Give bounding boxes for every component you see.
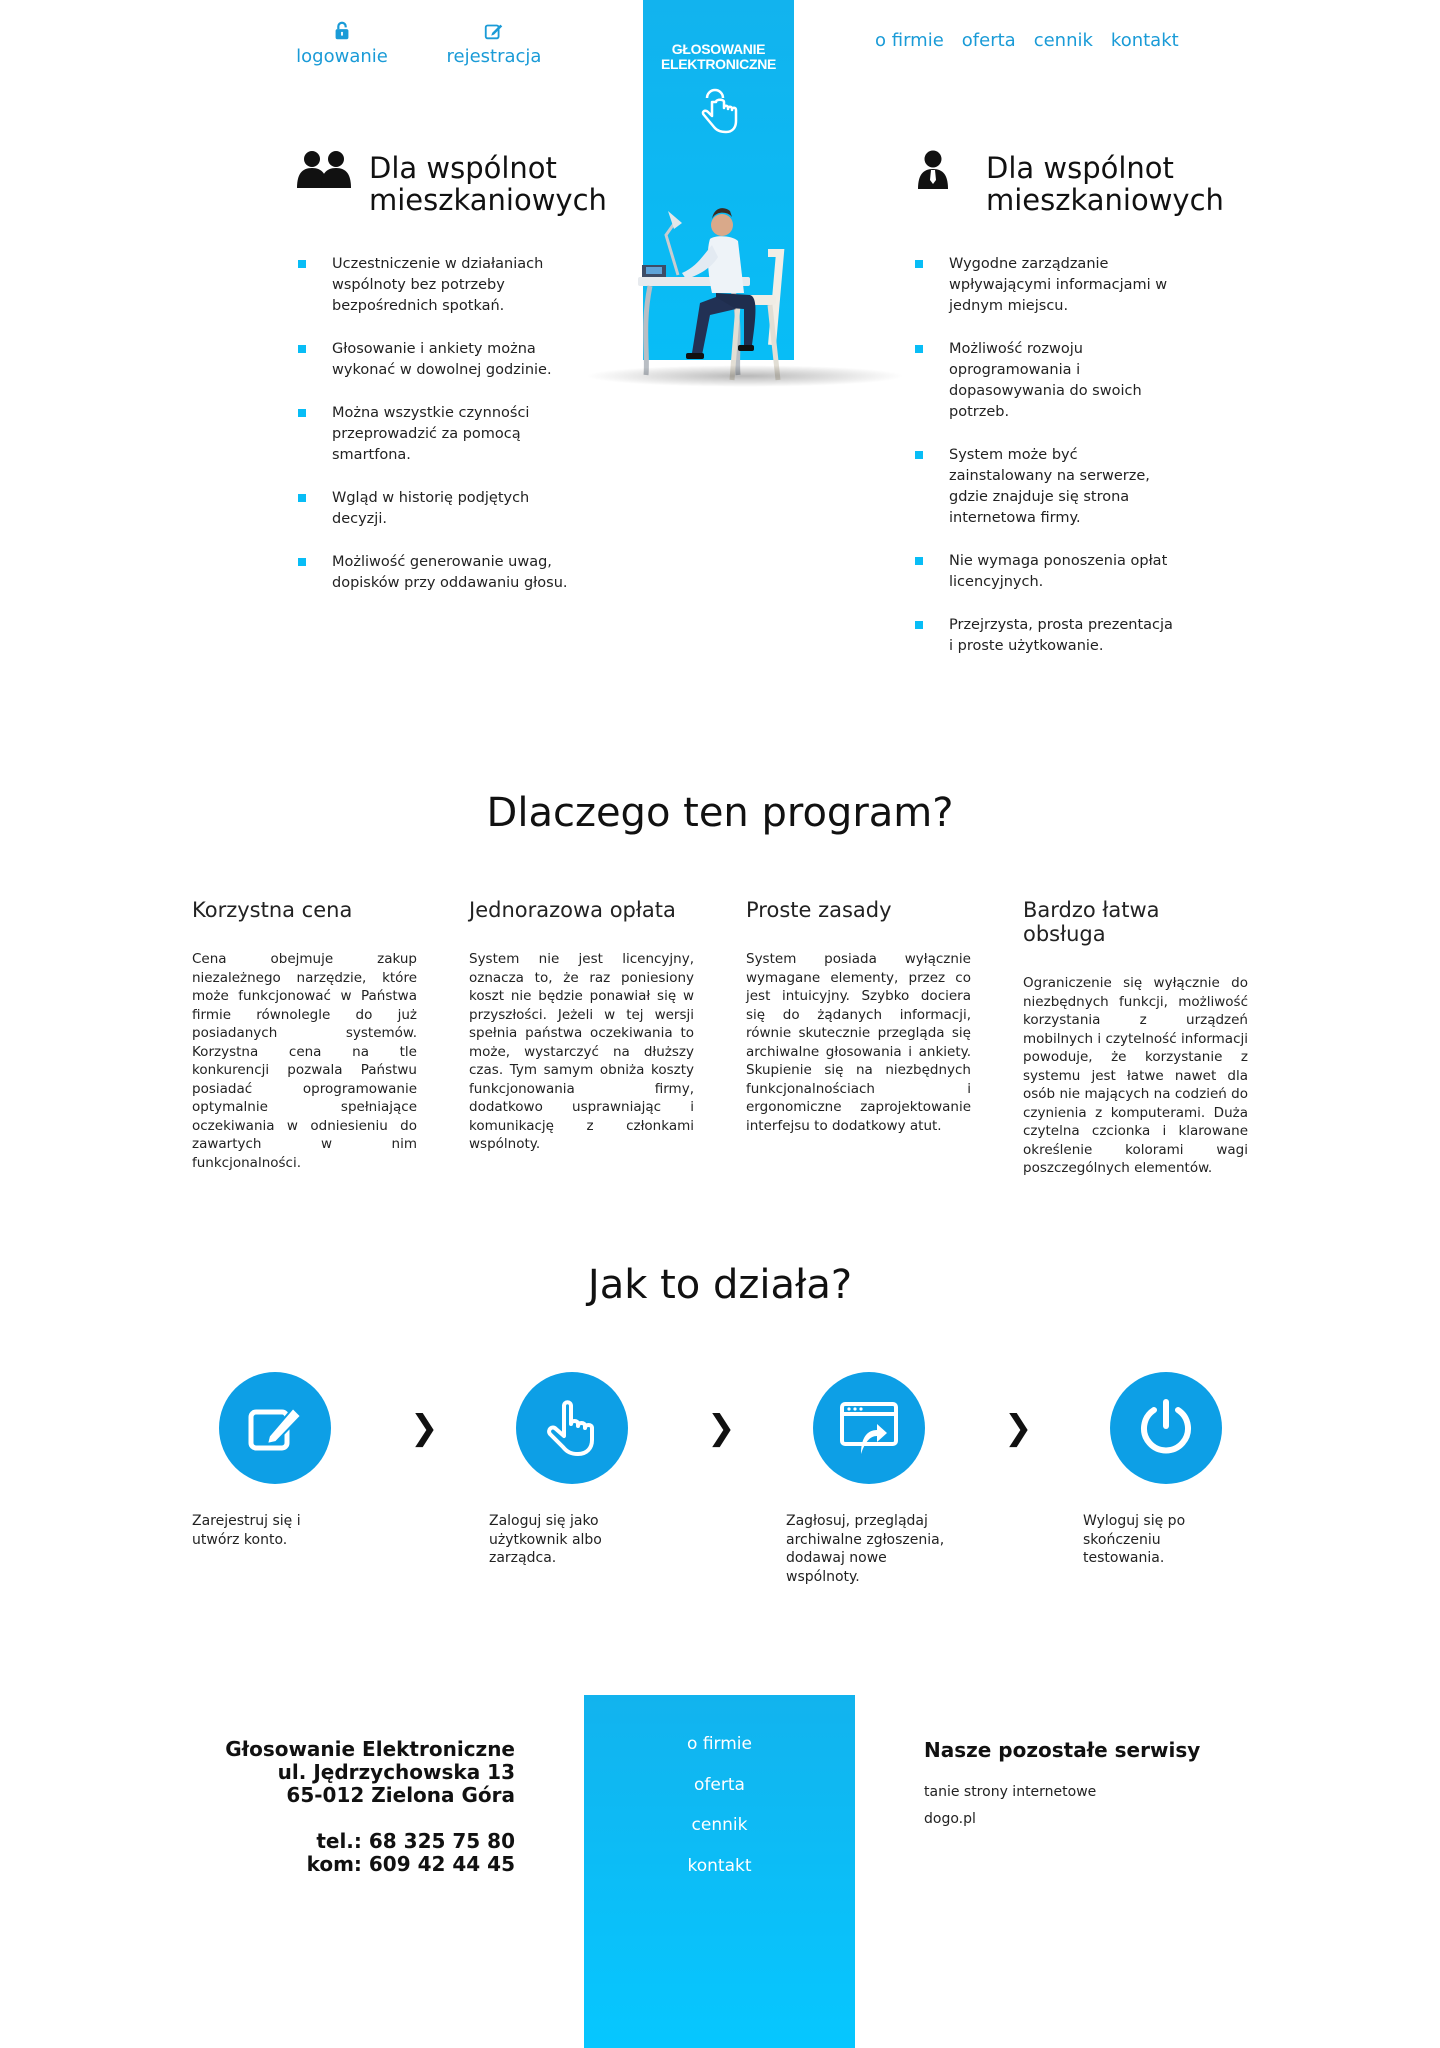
top-navigation [875, 30, 1179, 51]
right-column-title [986, 152, 1224, 216]
lock-icon [331, 20, 353, 42]
desk-shadow [585, 365, 905, 387]
footer-nav-o-firmie[interactable]: o firmie [687, 1734, 752, 1754]
step-login [516, 1372, 628, 1484]
step-register [219, 1372, 331, 1484]
edit-icon [245, 1398, 305, 1458]
person-icon [917, 150, 949, 190]
step-text: Zagłosuj, przeglądaj archiwalne zgłoszenia, dodawaj nowe wspólnoty. [786, 1513, 945, 1585]
step-logout [1110, 1372, 1222, 1484]
logo-line-1: GŁOSOWANIE [671, 41, 766, 57]
footer-nav-oferta[interactable]: oferta [694, 1775, 745, 1795]
feature-text: System nie jest licencyjny, oznacza to, że raz poniesiony koszt nie będzie ponawiał się w przyszłości. Jeżeli w tej wersji spełnia państwa oczekiwania to może, wystarczyć na dłuższy czas. Tym samym obniża koszty funkcjonowania firmy, dodatkowo usprawniając i komunikację z członkami wspólnoty. [469, 951, 694, 1152]
feature-card-price [192, 898, 417, 1172]
feature-text: System posiada wyłącznie wymagane elementy, przez co jest intuicyjny. Szybko dociera się do żądanych informacji, równie skutecznie przegląda się archiwalne głosowania i ankiety. Skupienie się na niezbędnych funkcjonalnościach i ergonomiczne zaprojektowanie interfejsu to dodatkowy atut. [746, 951, 971, 1134]
list-item: Nie wymaga ponoszenia opłat licencyjnych. [915, 551, 1180, 593]
feature-card-easy-use [1023, 898, 1248, 1178]
window-export-icon [839, 1398, 899, 1458]
people-icon [296, 150, 352, 190]
login-link[interactable] [296, 20, 388, 67]
left-title-line-1: Dla wspólnot [369, 151, 557, 185]
footer-nav-kontakt[interactable]: kontakt [687, 1856, 752, 1876]
company-name: Głosowanie Elektroniczne [225, 1737, 515, 1761]
list-item: Można wszystkie czynności przeprowadzić za pomocą smartfona. [298, 403, 588, 466]
right-title-line-2: mieszkaniowych [986, 183, 1224, 217]
other-service-link[interactable]: dogo.pl [924, 1811, 976, 1827]
step-arrow: ❯ [1004, 1408, 1033, 1448]
other-services-title: Nasze pozostałe serwisy [924, 1738, 1201, 1762]
feature-text: Ograniczenie się wyłącznie do niezbędnych funkcji, możliwość korzystania z urządzeń mobilnych i czytelność informacji powoduje, że korzystanie z systemu jest łatwe nawet dla osób nie mających na codzień do czynienia z komputerami. Duża czytelna czcionka i klarowane określenie kolorami wagi poszczególnych elementów. [1023, 975, 1248, 1176]
mobile-phone: kom: 609 42 44 45 [306, 1852, 515, 1876]
other-service-link[interactable]: tanie strony internetowe [924, 1784, 1097, 1800]
feature-title: Bardzo łatwa obsługa [1023, 898, 1160, 946]
pointer-hand-icon [542, 1398, 602, 1458]
list-item: Możliwość rozwoju oprogramowania i dopasowywania do swoich potrzeb. [915, 339, 1180, 423]
feature-card-simple-rules [746, 898, 971, 1135]
power-icon [1136, 1398, 1196, 1458]
right-title-line-1: Dla wspólnot [986, 151, 1174, 185]
footer-navigation [584, 1695, 855, 2048]
step-arrow: ❯ [410, 1408, 439, 1448]
edit-icon [483, 20, 505, 42]
step-arrow: ❯ [707, 1408, 736, 1448]
right-feature-list [915, 254, 1180, 679]
feature-card-one-time-fee [469, 898, 694, 1154]
list-item: Głosowanie i ankiety można wykonać w dowolnej godzinie. [298, 339, 588, 381]
office-worker-image [620, 185, 810, 385]
footer-nav-cennik[interactable]: cennik [691, 1815, 748, 1835]
feature-text: Cena obejmuje zakup niezależnego narzędzie, które może funkcjonować w Państwa firmie równolegle do już posiadanych systemów. Korzystna cena na tle konkurencji pozwala Państwu posiadać oprogramowanie optymalnie spełniające oczekiwania w odniesieniu do zawartych w nim funkcjonalności. [192, 951, 417, 1171]
tap-hand-icon [695, 80, 741, 136]
step-text: Zarejestruj się i utwórz konto. [192, 1513, 301, 1548]
list-item: Wgląd w historię podjętych decyzji. [298, 488, 588, 530]
register-label: rejestracja [446, 46, 542, 67]
why-section-title: Dlaczego ten program? [486, 790, 954, 836]
list-item: Wygodne zarządzanie wpływającymi informacjami w jednym miejscu. [915, 254, 1180, 317]
nav-item-oferta[interactable]: oferta [961, 30, 1016, 51]
feature-title: Proste zasady [746, 898, 892, 922]
left-column-title [369, 152, 607, 216]
register-link[interactable] [444, 20, 544, 67]
logo-line-2: ELEKTRONICZNE [660, 56, 777, 72]
phone: tel.: 68 325 75 80 [316, 1829, 515, 1853]
address-city: 65-012 Zielona Góra [286, 1783, 515, 1807]
left-title-line-2: mieszkaniowych [369, 183, 607, 217]
address-street: ul. Jędrzychowska 13 [277, 1760, 515, 1784]
nav-item-cennik[interactable]: cennik [1033, 30, 1093, 51]
step-text: Zaloguj się jako użytkownik albo zarządca. [489, 1513, 602, 1566]
list-item: Uczestniczenie w działaniach wspólnoty bez potrzeby bezpośrednich spotkań. [298, 254, 588, 317]
list-item: System może być zainstalowany na serwerze, gdzie znajduje się strona internetowa firmy. [915, 445, 1180, 529]
list-item: Możliwość generowanie uwag, dopisków przy oddawaniu głosu. [298, 552, 588, 594]
login-label: logowanie [296, 46, 388, 67]
nav-item-o-firmie[interactable]: o firmie [875, 30, 944, 51]
feature-title: Korzystna cena [192, 898, 353, 922]
how-section-title: Jak to działa? [587, 1262, 853, 1308]
company-address [225, 1738, 515, 1876]
logo-text [643, 42, 794, 72]
nav-item-kontakt[interactable]: kontakt [1110, 30, 1179, 51]
left-feature-list [298, 254, 588, 616]
step-vote [813, 1372, 925, 1484]
feature-title: Jednorazowa opłata [469, 898, 676, 922]
list-item: Przejrzysta, prosta prezentacja i proste użytkowanie. [915, 615, 1180, 657]
step-text: Wyloguj się po skończeniu testowania. [1083, 1513, 1186, 1566]
